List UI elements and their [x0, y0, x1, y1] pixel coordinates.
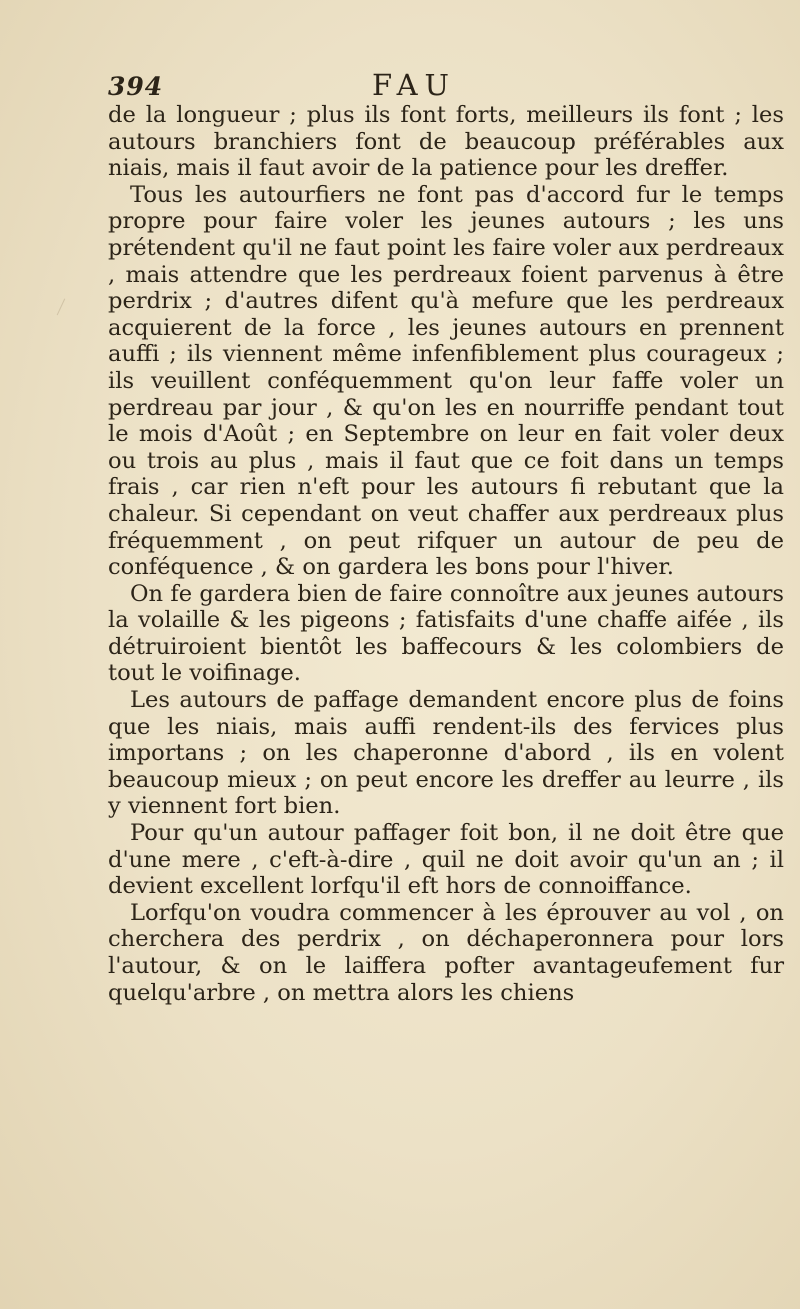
margin-mark — [57, 299, 75, 320]
paragraph: On fe gardera bien de faire connoître aux jeunes autours la volaille & les pigeons ; fatisfaits d'une chaffe aifée , ils détruiroient bientôt les baffecours & les colombiers de tout le voifinage. — [108, 580, 784, 687]
paragraph-continued: de la longueur ; plus ils font forts, meilleurs ils font ; les autours branchiers font de beaucoup préférables aux niais, mais il faut avoir de la patience pour les dreffer. — [108, 102, 784, 182]
running-head: FAU — [372, 68, 456, 102]
paragraph: Tous les autourfiers ne font pas d'accord fur le temps propre pour faire voler les jeunes autours ; les uns prétendent qu'il ne faut point les faire voler aux perdreaux , mais attendre que les perdreaux foient parvenus à être perdrix ; d'autres difent qu'à mefure que les perdreaux acquierent de la force , les jeunes autours en prennent auffi ; ils viennent même infenfiblement plus courageux ; ils veuillent conféquemment qu'on leur faffe voler un perdreau par jour , & qu'on les en nourriffe pendant tout le mois d'Août ; en Septembre on leur en fait voler deux ou trois au plus , mais il faut que ce foit dans un temps frais , car rien n'eft pour les autours fi rebutant que la chaleur. Si cependant on veut chaffer aux perdreaux plus fréquemment , on peut rifquer un autour de peu de conféquence , & on gardera les bons pour l'hiver. — [108, 181, 784, 581]
paragraph: Pour qu'un autour paffager foit bon, il ne doit être que d'une mere , c'eft-à-dire , quil ne doit avoir qu'un an ; il devient excellent lorfqu'il eft hors de connoiffance. — [108, 820, 784, 900]
paragraph: Lorfqu'on voudra commencer à les éprouver au vol , on cherchera des perdrix , on déchaperonnera pour lors l'autour, & on le laiffera pofter avantageufement fur quelqu'arbre , on mettra alors les chiens — [108, 899, 784, 1006]
paragraph: Les autours de paffage demandent encore plus de foins que les niais, mais auffi rendent-ils des fervices plus importans ; on les chaperonne d'abord , ils en volent beaucoup mieux ; on peut encore les dreffer au leurre , ils y viennent fort bien. — [108, 687, 784, 820]
body-text — [108, 102, 784, 1006]
page-number: 394 — [108, 72, 164, 101]
